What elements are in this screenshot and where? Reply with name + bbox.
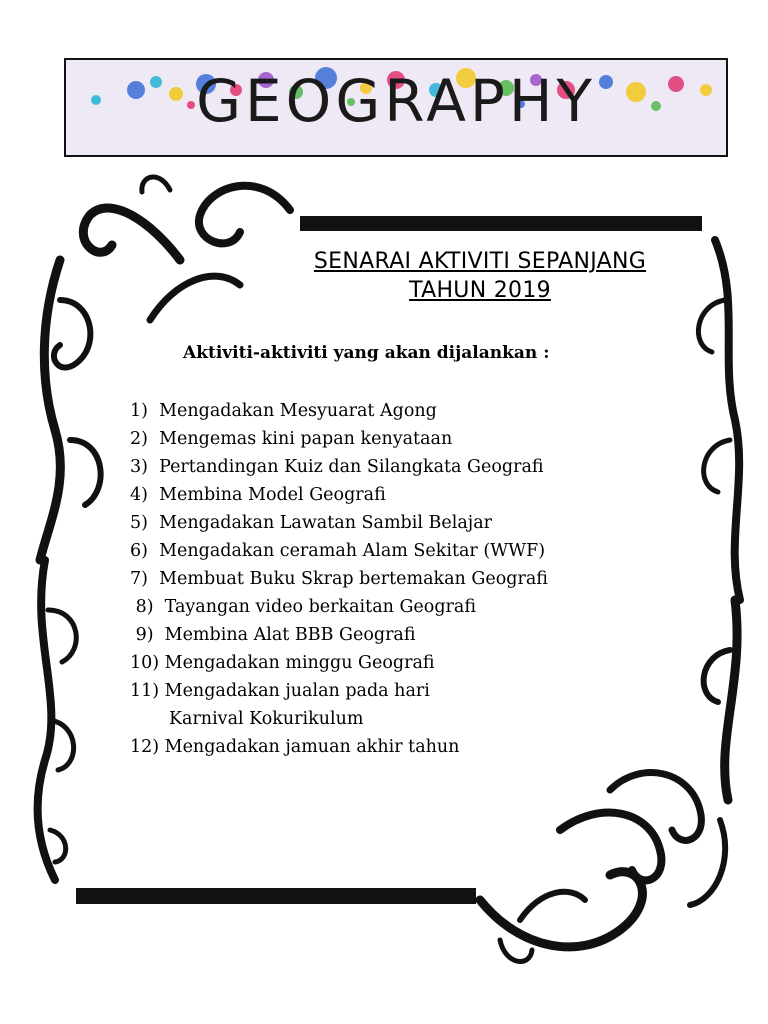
list-item: 7) Membuat Buku Skrap bertemakan Geografi <box>130 569 548 589</box>
list-item: 2) Mengemas kini papan kenyataan <box>130 429 453 449</box>
list-item: 10) Mengadakan minggu Geografi <box>130 653 435 673</box>
list-item: 6) Mengadakan ceramah Alam Sekitar (WWF) <box>130 541 546 561</box>
list-item: Karnival Kokurikulum <box>130 709 364 729</box>
activity-list <box>130 397 548 761</box>
list-item: 3) Pertandingan Kuiz dan Silangkata Geografi <box>130 457 544 477</box>
banner-title: GEOGRAPHY <box>196 67 596 135</box>
top-rule <box>300 216 702 231</box>
list-item: 8) Tayangan video berkaitan Geografi <box>130 597 477 617</box>
bottom-rule <box>76 888 476 904</box>
list-item: 5) Mengadakan Lawatan Sambil Belajar <box>130 513 492 533</box>
list-item: 4) Membina Model Geografi <box>130 485 386 505</box>
list-item: 1) Mengadakan Mesyuarat Agong <box>130 401 437 421</box>
list-item: 9) Membina Alat BBB Geografi <box>130 625 416 645</box>
page-heading <box>236 247 724 305</box>
swirl-corner-bottom-right <box>480 773 725 962</box>
list-item: 11) Mengadakan jualan pada hari <box>130 681 430 701</box>
heading-line-1: SENARAI AKTIVITI SEPANJANG <box>313 249 647 274</box>
list-item: 12) Mengadakan jamuan akhir tahun <box>130 737 460 757</box>
heading-line-2: TAHUN 2019 <box>409 278 551 303</box>
swirl-right-side <box>698 240 740 800</box>
activities-intro: Aktiviti-aktiviti yang akan dijalankan : <box>183 343 550 363</box>
swirl-left-side <box>38 560 77 880</box>
